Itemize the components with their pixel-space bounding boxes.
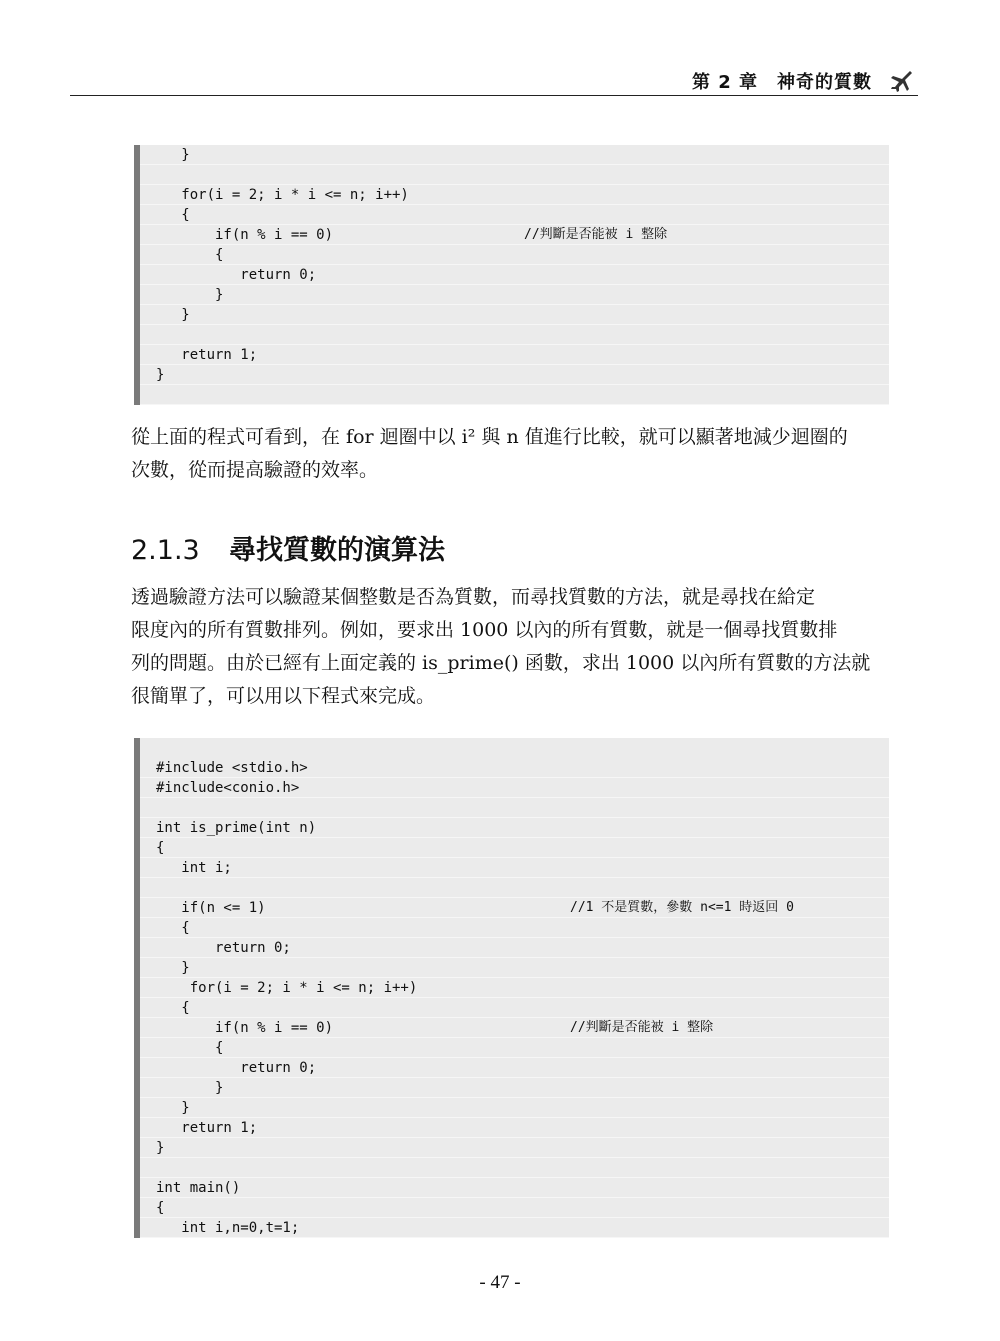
code-text: { (156, 207, 190, 223)
code-text: } (156, 960, 190, 976)
chapter-title: 第 2 章 神奇的質數 (691, 72, 872, 93)
code-line (140, 245, 889, 265)
paragraph-1 (131, 421, 889, 487)
code-text: int i,n=0,t=1; (156, 1220, 300, 1236)
code-text: } (156, 307, 190, 323)
code-text: return 0; (156, 267, 317, 283)
code-text: #include <stdio.h> (156, 760, 308, 776)
code-text: } (156, 1100, 190, 1116)
code-line (140, 778, 889, 798)
code-line (140, 1058, 889, 1078)
code-text: #include<conio.h> (156, 780, 300, 796)
code-line (140, 145, 889, 165)
code-line (140, 1018, 889, 1038)
code-text: { (156, 920, 190, 936)
code-text: } (156, 147, 190, 163)
code-line (140, 185, 889, 205)
code-text: return 1; (156, 1120, 258, 1136)
code-line (140, 998, 889, 1018)
code-line (140, 1098, 889, 1118)
code-text: } (156, 367, 165, 383)
code-comment: //判斷是否能被 i 整除 (524, 227, 668, 242)
code-comment: //1 不是質數，參數 n<=1 時返回 0 (570, 900, 794, 915)
page-number: - 47 - (479, 1272, 521, 1293)
section-heading (131, 528, 445, 568)
code-line (140, 285, 889, 305)
section-title: 尋找質數的演算法 (229, 535, 445, 566)
code-text: for(i = 2; i * i <= n; i++) (156, 187, 409, 203)
code-line (140, 1138, 889, 1158)
code-line (140, 958, 889, 978)
code-line (140, 1178, 889, 1198)
code-line (140, 1158, 889, 1178)
code-line (140, 978, 889, 998)
code-line (140, 1078, 889, 1098)
code-text: int is_prime(int n) (156, 820, 317, 836)
code-line (140, 345, 889, 365)
paragraph-line: 次數，從而提高驗證的效率。 (131, 459, 379, 481)
code-line (140, 1118, 889, 1138)
code-block-1 (134, 145, 889, 405)
code-text: { (156, 1200, 165, 1216)
code-line (140, 325, 889, 345)
paragraph-2 (131, 581, 889, 713)
code-text: return 0; (156, 1060, 317, 1076)
code-line (140, 305, 889, 325)
code-text: if(n % i == 0) (156, 1020, 334, 1036)
code-text: if(n <= 1) (156, 900, 266, 916)
code-line (140, 858, 889, 878)
code-text: return 1; (156, 347, 258, 363)
code-text: } (156, 1140, 165, 1156)
paragraph-line: 列的問題。由於已經有上面定義的 is_prime() 函數，求出 1000 以內所有質數的方法就 (131, 652, 871, 674)
code-line (140, 225, 889, 245)
code-text: { (156, 1000, 190, 1016)
code-text: } (156, 287, 224, 303)
code-text: if(n % i == 0) (156, 227, 334, 243)
airplane-icon (888, 67, 914, 93)
code-line (140, 205, 889, 225)
code-block-2 (134, 738, 889, 1238)
code-text: { (156, 1040, 224, 1056)
code-line (140, 1038, 889, 1058)
code-text: int i; (156, 860, 232, 876)
running-header (70, 62, 918, 96)
code-text: { (156, 247, 224, 263)
code-text: } (156, 1080, 224, 1096)
paragraph-line: 很簡單了，可以用以下程式來完成。 (131, 685, 436, 707)
code-line (140, 898, 889, 918)
code-line (140, 838, 889, 858)
code-line (140, 878, 889, 898)
code-line (140, 1218, 889, 1238)
code-line (140, 165, 889, 185)
code-text: return 0; (156, 940, 291, 956)
code-text: for(i = 2; i * i <= n; i++) (156, 980, 418, 996)
paragraph-line: 從上面的程式可看到，在 for 迴圈中以 i² 與 n 值進行比較，就可以顯著地減少迴圈的 (131, 426, 848, 448)
code-text: int main() (156, 1180, 241, 1196)
code-line (140, 1198, 889, 1218)
paragraph-line: 限度內的所有質數排列。例如，要求出 1000 以內的所有質數，就是一個尋找質數排 (131, 619, 838, 641)
code-line (140, 918, 889, 938)
code-comment: //判斷是否能被 i 整除 (570, 1020, 714, 1035)
code-text: { (156, 840, 165, 856)
code-line (140, 938, 889, 958)
code-line (140, 265, 889, 285)
code-line (140, 385, 889, 405)
code-line (140, 758, 889, 778)
code-line (140, 818, 889, 838)
code-line (140, 798, 889, 818)
code-line (140, 365, 889, 385)
paragraph-line: 透過驗證方法可以驗證某個整數是否為質數，而尋找質數的方法，就是尋找在給定 (131, 586, 816, 608)
section-number: 2.1.3 (131, 535, 200, 566)
